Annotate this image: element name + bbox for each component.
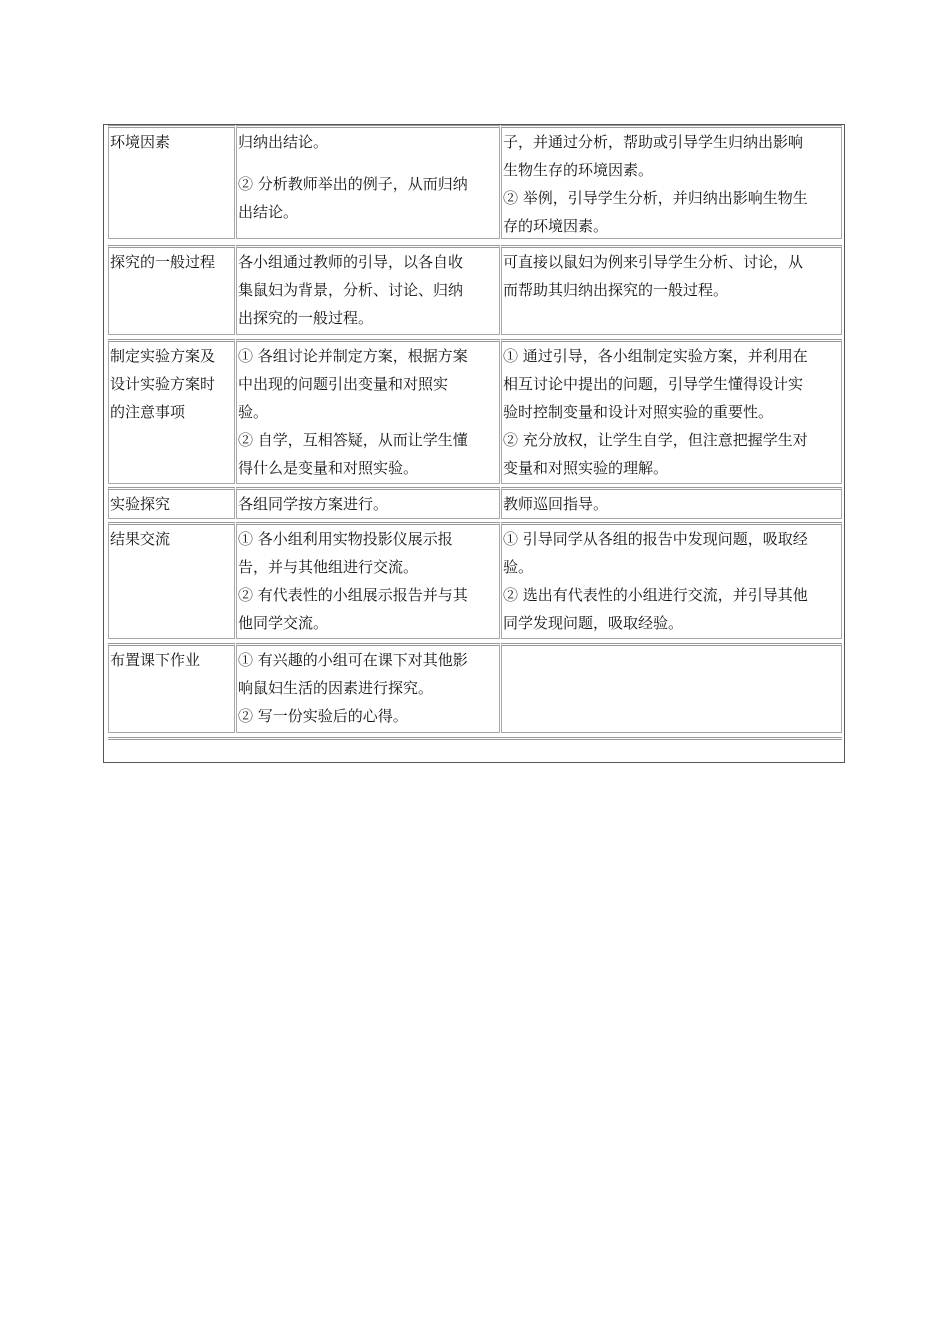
table-row — [108, 125, 842, 239]
student-activity-cell — [236, 339, 500, 484]
teacher-activity-cell — [501, 643, 842, 733]
text-line: 告，并与其他组进行交流。 — [238, 558, 419, 576]
text-line: 设计实验方案时 — [110, 375, 216, 393]
table-row — [108, 487, 842, 519]
text-line: ① 有兴趣的小组可在课下对其他影 — [238, 651, 468, 669]
text-line: ② 写一份实验后的心得。 — [238, 707, 408, 725]
student-activity-cell — [236, 245, 500, 335]
text-line: 布置课下作业 — [110, 651, 201, 669]
text-line: 结果交流 — [110, 530, 171, 548]
text-line: 的注意事项 — [110, 403, 186, 421]
text-line: 探究的一般过程 — [110, 253, 216, 271]
lesson-table — [103, 124, 845, 763]
text-line: ① 通过引导，各小组制定实验方案，并利用在 — [503, 347, 808, 365]
text-line: 出结论。 — [238, 203, 299, 221]
teacher-activity-cell — [501, 522, 842, 639]
topic-cell — [108, 339, 235, 484]
text-line: 教师巡回指导。 — [503, 495, 609, 513]
text-line: 存的环境因素。 — [503, 217, 609, 235]
text-line: 验。 — [238, 403, 269, 421]
text-line: 中出现的问题引出变量和对照实 — [238, 375, 449, 393]
teacher-activity-cell — [501, 487, 842, 519]
text-line: 生物生存的环境因素。 — [503, 161, 654, 179]
student-activity-cell — [236, 125, 500, 239]
text-line: 归纳出结论。 — [238, 133, 329, 151]
text-line: 验。 — [503, 558, 534, 576]
student-activity-cell — [236, 487, 500, 519]
text-line: ② 举例，引导学生分析，并归纳出影响生物生 — [503, 189, 808, 207]
text-line: 他同学交流。 — [238, 614, 329, 632]
text-line: 相互讨论中提出的问题，引导学生懂得设计实 — [503, 375, 804, 393]
text-line: 验时控制变量和设计对照实验的重要性。 — [503, 403, 774, 421]
text-line: 环境因素 — [110, 133, 171, 151]
table-row — [108, 522, 842, 639]
student-activity-cell — [236, 643, 500, 733]
text-line: 响鼠妇生活的因素进行探究。 — [238, 679, 434, 697]
text-line: 各小组通过教师的引导，以各自收 — [238, 253, 464, 271]
table-row — [108, 245, 842, 335]
text-line: 各组同学按方案进行。 — [238, 495, 389, 513]
text-line: 而帮助其归纳出探究的一般过程。 — [503, 281, 729, 299]
text-line: ② 选出有代表性的小组进行交流，并引导其他 — [503, 586, 808, 604]
text-line: ① 各组讨论并制定方案，根据方案 — [238, 347, 468, 365]
table-row — [108, 339, 842, 484]
teacher-activity-cell — [501, 245, 842, 335]
text-line: ① 各小组利用实物投影仪展示报 — [238, 530, 453, 548]
text-line: 可直接以鼠妇为例来引导学生分析、讨论，从 — [503, 253, 804, 271]
table-row — [108, 643, 842, 733]
student-activity-cell — [236, 522, 500, 639]
text-line: 出探究的一般过程。 — [238, 309, 374, 327]
text-line: ② 有代表性的小组展示报告并与其 — [238, 586, 468, 604]
teacher-activity-cell — [501, 125, 842, 239]
text-line: ② 自学，互相答疑，从而让学生懂 — [238, 431, 468, 449]
text-line: 得什么是变量和对照实验。 — [238, 459, 419, 477]
topic-cell — [108, 522, 235, 639]
paragraph-gap — [238, 156, 498, 170]
text-line: 同学发现问题，吸取经验。 — [503, 614, 684, 632]
teacher-activity-cell — [501, 339, 842, 484]
table-bottom-border — [108, 737, 842, 743]
text-line: ① 引导同学从各组的报告中发现问题，吸取经 — [503, 530, 808, 548]
text-line: 制定实验方案及 — [110, 347, 216, 365]
text-line: 集鼠妇为背景，分析、讨论、归纳 — [238, 281, 464, 299]
topic-cell — [108, 125, 235, 239]
topic-cell — [108, 487, 235, 519]
text-line: 实验探究 — [110, 495, 171, 513]
text-line: 变量和对照实验的理解。 — [503, 459, 669, 477]
topic-cell — [108, 643, 235, 733]
text-line: ② 充分放权，让学生自学，但注意把握学生对 — [503, 431, 808, 449]
text-line: 子，并通过分析，帮助或引导学生归纳出影响 — [503, 133, 804, 151]
text-line: ② 分析教师举出的例子，从而归纳 — [238, 175, 468, 193]
topic-cell — [108, 245, 235, 335]
